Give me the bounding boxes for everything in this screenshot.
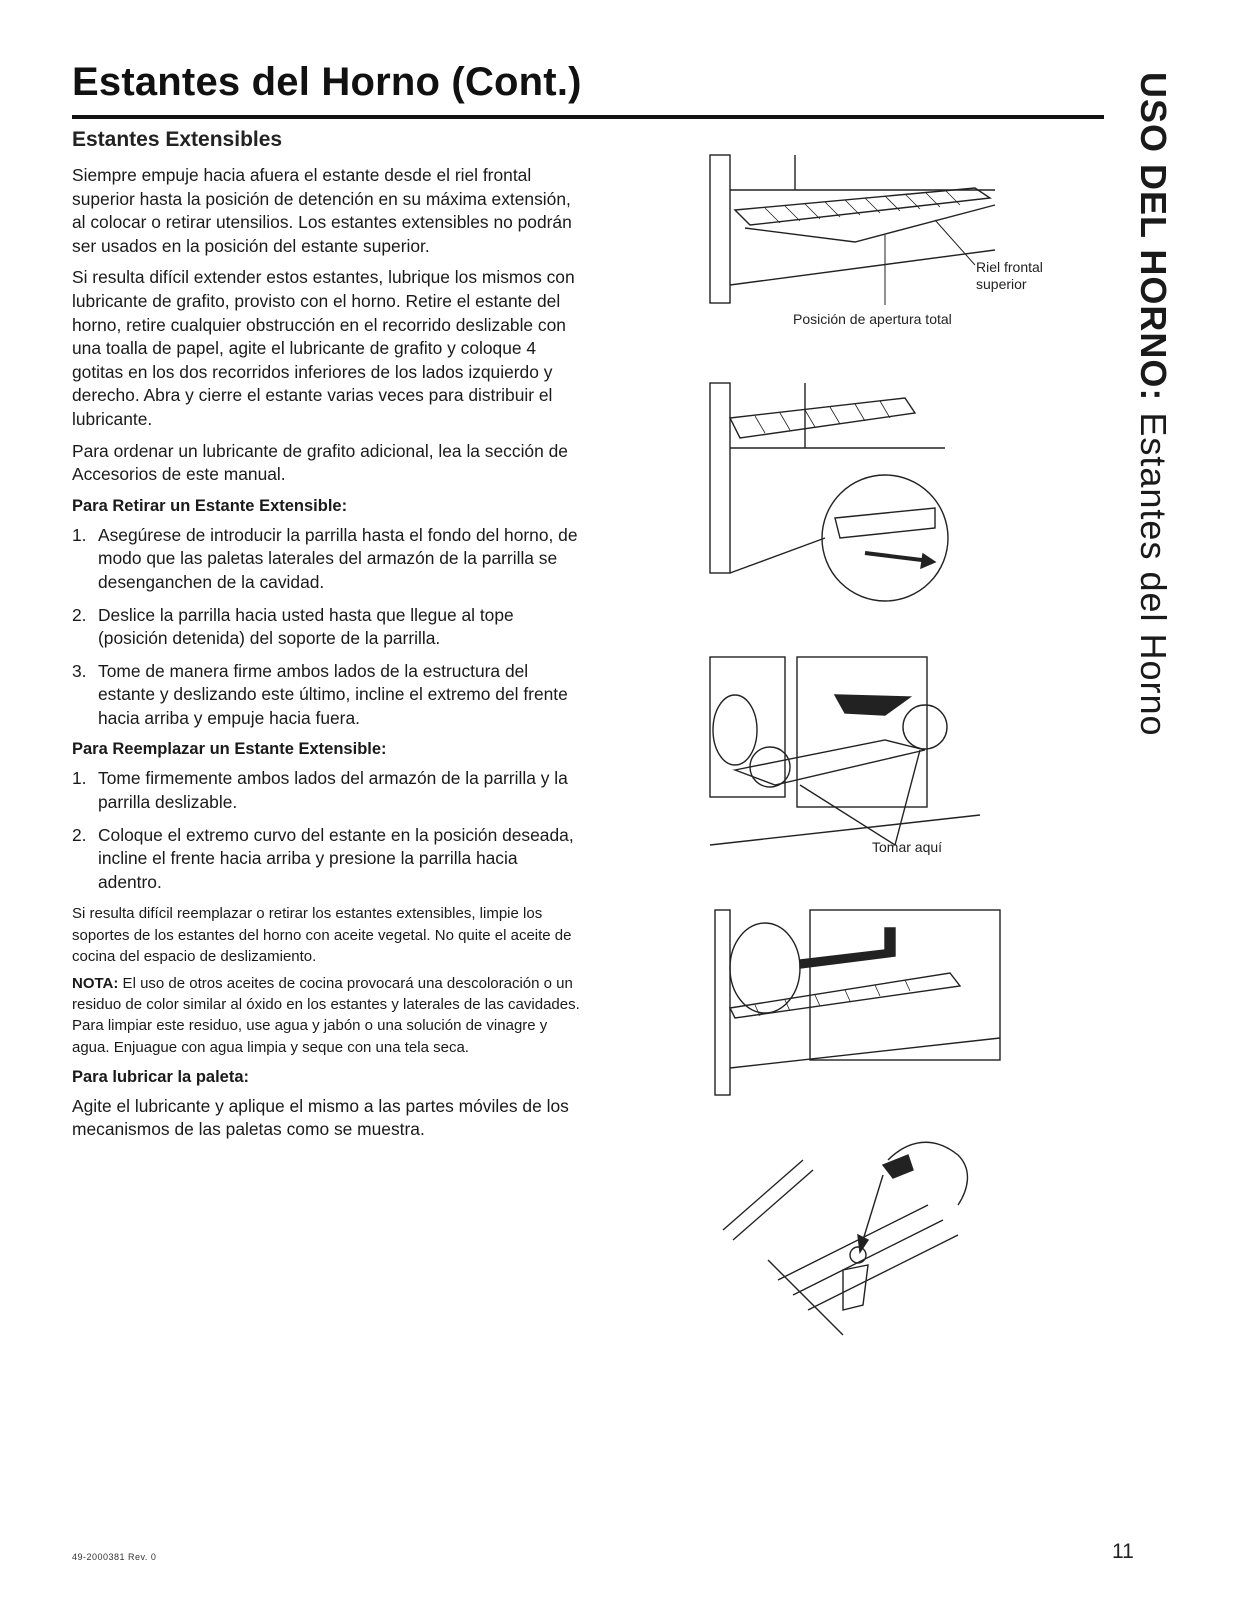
caption-line: Riel frontal (976, 259, 1043, 275)
side-section-tab (1132, 72, 1174, 737)
figure-rack-detail (705, 378, 1005, 608)
caption-tomar-aqui: Tomar aquí (872, 839, 943, 855)
page-title: Estantes del Horno (Cont.) (72, 60, 582, 104)
rack-replace-illustration (710, 908, 1005, 1098)
side-tab-text: Estantes del Horno (1133, 412, 1174, 737)
figure-rack-extended (705, 150, 1005, 305)
list-item (72, 524, 582, 595)
lube-paragraph: Agite el lubricante y aplique el mismo a las partes móviles de los mecanismos de las paletas como se muestra. (72, 1095, 569, 1140)
paragraph-1: Siempre empuje hacia afuera el estante desde el riel frontal superior hasta la posición de detención en su máxima extensión, al colocar o retirar utensilios. Los estantes extensibles no podrán ser usados en la posición del estante superior. (72, 165, 572, 256)
step-number: 1. (72, 768, 87, 789)
nota-label: NOTA: (72, 975, 119, 993)
remove-steps-list (72, 524, 582, 731)
list-item (72, 604, 582, 651)
step-text: Tome firmemente ambos lados del armazón de la parrilla y la parrilla deslizable. (98, 768, 568, 813)
caption-riel-frontal (976, 259, 1043, 293)
paragraph-3: Para ordenar un lubricante de grafito adicional, lea la sección de Accesorios de este manual. (72, 440, 568, 485)
lubricate-illustration (718, 1130, 988, 1345)
title-rule (72, 115, 1104, 119)
section-title: Estantes Extensibles (72, 128, 283, 151)
replace-steps-list (72, 767, 582, 894)
side-tab-bold: USO DEL HORNO: (1133, 72, 1174, 402)
remove-heading: Para Retirar un Estante Extensible: (72, 496, 348, 515)
rack-detail-illustration (705, 378, 1005, 608)
rack-remove-illustration (705, 655, 985, 865)
paragraph-2: Si resulta difícil extender estos estantes, lubrique los mismos con lubricante de grafito, provisto con el horno. Retire el estante del horno, retire cualquier obstrucción en el recorrido deslizable con una toalla de papel, agite el lubricante de grafito y coloque 4 gotitas en los dos recorridos inferiores de los lados izquierdo y derecho. Abra y cierre el estante varias veces para distribuir el lubricante. (72, 267, 575, 429)
figure-rack-remove (705, 655, 985, 865)
step-number: 1. (72, 524, 87, 545)
step-number: 2. (72, 604, 87, 625)
caption-posicion-apertura: Posición de apertura total (793, 311, 952, 327)
document-code: 49-2000381 Rev. 0 (72, 1552, 157, 1562)
figure-rack-replace (710, 908, 1005, 1098)
list-item (72, 767, 582, 814)
step-text: Asegúrese de introducir la parrilla hasta el fondo del horno, de modo que las paletas laterales del armazón de la parrilla se desenganchen de la cavidad. (98, 524, 578, 592)
step-text: Tome de manera firme ambos lados de la estructura del estante y deslizando este último, incline el extremo del frente hacia arriba y empuje hacia fuera. (98, 660, 568, 728)
figure-lubricate (718, 1130, 988, 1345)
nota-paragraph (72, 973, 582, 1058)
replace-heading: Para Reemplazar un Estante Extensible: (72, 740, 387, 759)
text-column (72, 128, 582, 1150)
step-number: 2. (72, 824, 87, 845)
step-text: Coloque el extremo curvo del estante en la posición deseada, incline el frente hacia arriba y presione la parrilla hacia adentro. (98, 824, 574, 892)
list-item (72, 824, 582, 895)
step-text: Deslice la parrilla hacia usted hasta que llegue al tope (posición detenida) del soporte de la parrilla. (98, 604, 514, 649)
caption-line: superior (976, 276, 1027, 292)
nota-text: El uso de otros aceites de cocina provocará una descoloración o un residuo de color similar al óxido en los estantes y laterales de las cavidades. Para limpiar este residuo, use agua y jabón o una solución de vinagre y agua. Enjuague con agua limpia y seque con una tela seca. (72, 975, 580, 1056)
small-note: Si resulta difícil reemplazar o retirar los estantes extensibles, limpie los soportes de los estantes del horno con aceite vegetal. No quite el aceite de cocina del espacio de deslizamiento. (72, 905, 572, 965)
lube-heading: Para lubricar la paleta: (72, 1067, 249, 1086)
rack-extended-illustration (705, 150, 1005, 305)
step-number: 3. (72, 660, 87, 681)
list-item (72, 660, 582, 731)
page-number: 11 (1112, 1540, 1134, 1563)
